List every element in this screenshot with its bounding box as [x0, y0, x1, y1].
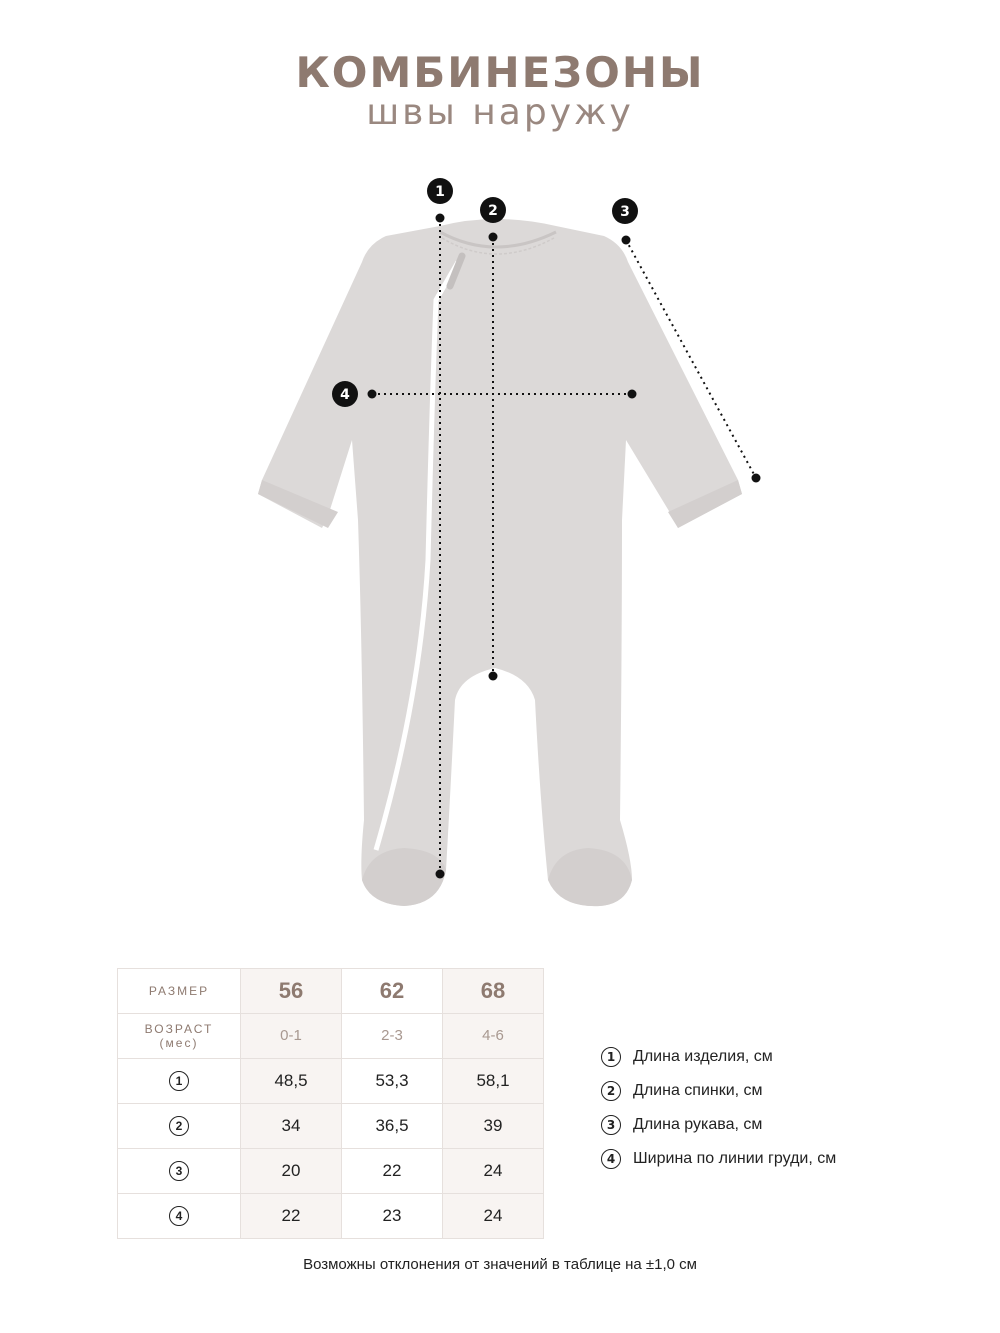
legend-text: Длина рукава, см — [633, 1116, 763, 1133]
marker-2-text: 2 — [488, 203, 498, 219]
legend-text: Ширина по линии груди, см — [633, 1150, 837, 1167]
table-row — [118, 1104, 544, 1149]
row-marker: 2 — [169, 1116, 189, 1136]
legend-text: Длина изделия, см — [633, 1048, 773, 1065]
table-row — [118, 1149, 544, 1194]
table-cell: 24 — [483, 1206, 503, 1225]
size-table — [117, 968, 544, 1239]
table-cell: 34 — [281, 1116, 301, 1135]
table-cell: 24 — [483, 1161, 503, 1180]
size-header-label: РАЗМЕР — [148, 984, 210, 998]
table-row-age — [118, 1014, 544, 1059]
age-header-label: ВОЗРАСТ — [144, 1022, 214, 1036]
legend-item — [601, 1040, 836, 1074]
row-marker: 1 — [169, 1071, 189, 1091]
marker-3-text: 3 — [620, 204, 630, 220]
legend-marker: 3 — [601, 1115, 621, 1135]
table-cell: 53,3 — [375, 1071, 409, 1090]
footnote: Возможны отклонения от значений в таблице на ±1,0 см — [303, 1256, 697, 1273]
legend-item — [601, 1108, 836, 1142]
size-value: 56 — [278, 978, 304, 1003]
marker-4-text: 4 — [340, 387, 350, 403]
size-value: 62 — [379, 978, 405, 1003]
legend-marker: 1 — [601, 1047, 621, 1067]
legend-item — [601, 1074, 836, 1108]
marker-2-badge — [480, 197, 506, 223]
marker-1-text: 1 — [435, 184, 445, 200]
table-cell: 36,5 — [375, 1116, 409, 1135]
table-row-size — [118, 969, 544, 1014]
age-value: 0-1 — [280, 1027, 302, 1044]
table-cell: 22 — [281, 1206, 301, 1225]
table-row — [118, 1194, 544, 1239]
table-cell: 23 — [382, 1206, 402, 1225]
table-cell: 22 — [382, 1161, 402, 1180]
legend-item — [601, 1142, 836, 1176]
legend-marker: 2 — [601, 1081, 621, 1101]
marker-1-badge — [427, 178, 453, 204]
age-value: 4-6 — [482, 1027, 504, 1044]
page-subtitle: швы наружу — [366, 92, 634, 133]
table-row — [118, 1059, 544, 1104]
size-value: 68 — [480, 978, 506, 1003]
table-cell: 58,1 — [476, 1071, 510, 1090]
table-cell: 48,5 — [274, 1071, 308, 1090]
age-value: 2-3 — [381, 1027, 403, 1044]
page-title: КОМБИНЕЗОНЫ — [295, 48, 705, 97]
marker-4-badge — [332, 381, 358, 407]
legend-text: Длина спинки, см — [633, 1082, 763, 1099]
table-cell: 39 — [483, 1116, 503, 1135]
row-marker: 4 — [169, 1206, 189, 1226]
table-cell: 20 — [281, 1161, 301, 1180]
measurement-legend — [601, 1040, 836, 1176]
row-marker: 3 — [169, 1161, 189, 1181]
marker-3-badge — [612, 198, 638, 224]
garment-shape — [258, 219, 742, 906]
garment-illustration — [0, 170, 1000, 930]
legend-marker: 4 — [601, 1149, 621, 1169]
age-header-unit: (мес) — [159, 1036, 199, 1050]
